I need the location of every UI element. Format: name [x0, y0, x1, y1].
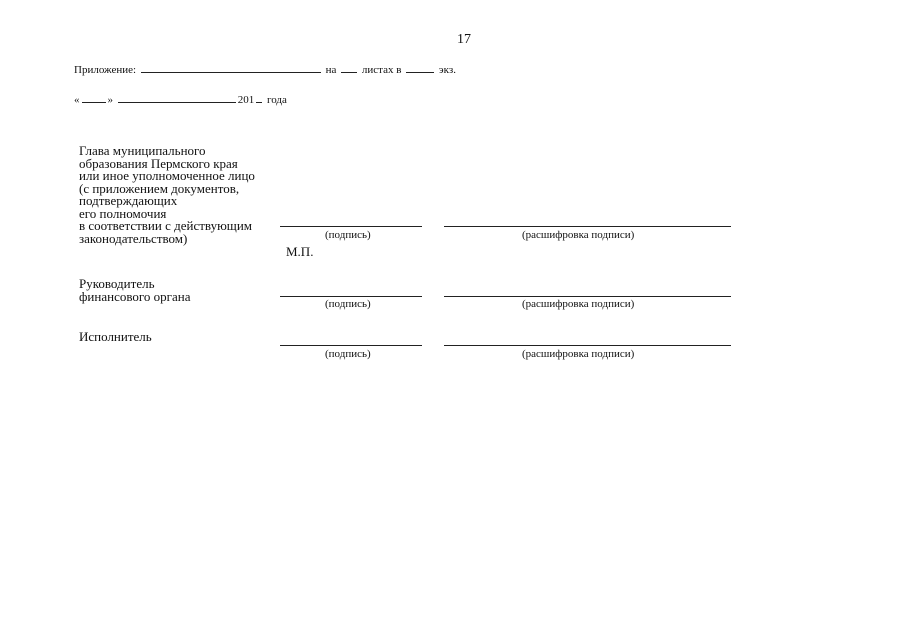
- label-line: или иное уполномоченное лицо: [79, 168, 255, 183]
- label-line: финансового органа: [79, 288, 191, 304]
- name-caption: (расшифровка подписи): [522, 229, 635, 241]
- signatory-executor-label: [79, 331, 279, 344]
- date-line: [74, 91, 287, 106]
- page-number: 17: [457, 32, 471, 47]
- signature-line: [280, 296, 422, 297]
- year-suffix: года: [267, 94, 287, 106]
- month-blank: [118, 91, 236, 103]
- signature-caption: (подпись): [325, 298, 371, 310]
- attachment-label: Приложение:: [74, 64, 137, 76]
- label-line: образования Пермского края: [79, 155, 238, 171]
- label-line: (с приложением документов,: [79, 180, 240, 196]
- label-line: в соответствии с действующим: [79, 218, 253, 233]
- name-line: [444, 226, 731, 227]
- signature-caption: (подпись): [325, 348, 371, 360]
- attachment-name-blank: [141, 61, 321, 73]
- name-line: [444, 296, 731, 297]
- label-line: подтверждающих: [79, 193, 178, 208]
- signature-caption: (подпись): [325, 229, 371, 241]
- label-line: законодательством): [79, 230, 188, 246]
- day-blank: [82, 91, 106, 103]
- year-prefix: 201: [237, 94, 255, 106]
- signatory-head-label: [79, 145, 279, 245]
- date-close-quote: »: [107, 94, 113, 106]
- date-open-quote: «: [74, 94, 80, 106]
- name-caption: (расшифровка подписи): [522, 348, 635, 360]
- label-line: Исполнитель: [79, 329, 152, 344]
- attachment-on-text: на: [325, 64, 337, 76]
- copies-count-blank: [406, 61, 434, 73]
- name-line: [444, 345, 731, 346]
- attachment-line: [74, 61, 456, 76]
- signatory-finance-label: [79, 278, 279, 303]
- signature-line: [280, 226, 422, 227]
- name-caption: (расшифровка подписи): [522, 298, 635, 310]
- attachment-copies-text: экз.: [438, 64, 456, 76]
- label-line: Руководитель: [79, 276, 155, 291]
- label-line: его полномочия: [79, 205, 167, 221]
- stamp-place: М.П.: [286, 244, 314, 259]
- label-line: Глава муниципального: [79, 143, 206, 158]
- signature-line: [280, 345, 422, 346]
- attachment-sheets-text: листах в: [361, 64, 402, 76]
- sheets-count-blank: [341, 61, 357, 73]
- year-digit-blank: [256, 91, 262, 103]
